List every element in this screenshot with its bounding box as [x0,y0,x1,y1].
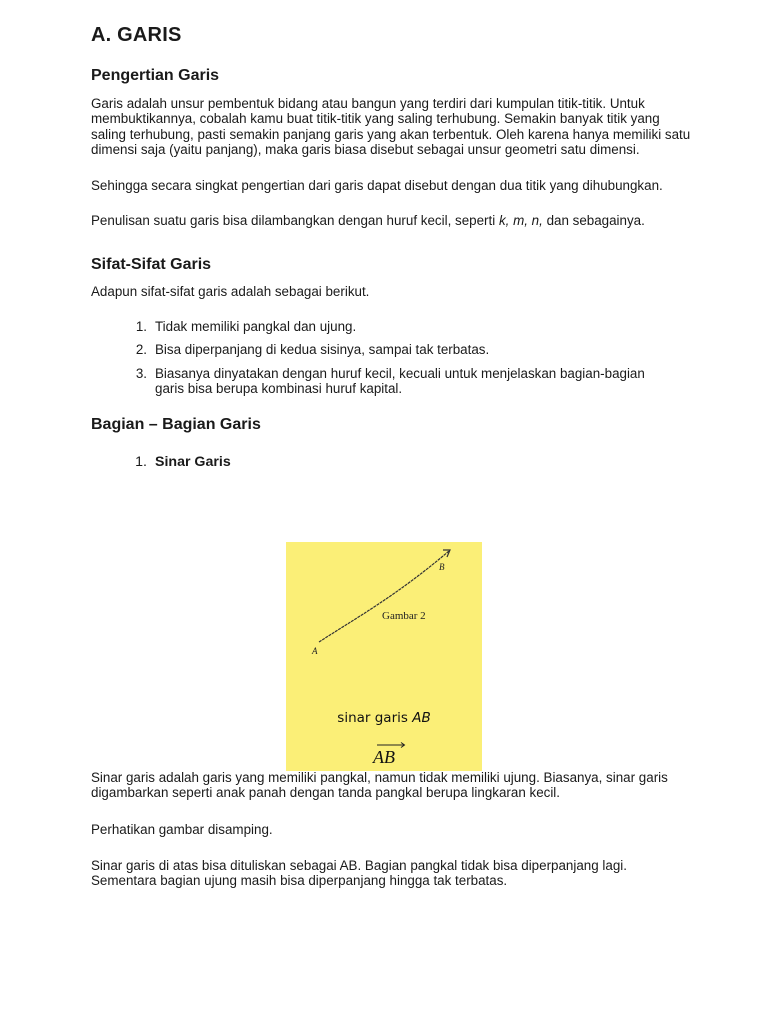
ray-diagram [286,542,482,771]
ray-line [319,551,449,642]
list-item [91,342,691,357]
pengertian-paragraph-2: Sehingga secara singkat pengertian dari garis dapat disebut dengan dua titik yang dihubungkan. [91,178,663,194]
figure-title [286,710,482,726]
list-item-text: Biasanya dinyatakan dengan huruf kecil, kecuali untuk menjelaskan bagian-bagian garis bisa berupa kombinasi huruf kapital. [155,365,645,396]
pengertian-paragraph-1: Garis adalah unsur pembentuk bidang atau bangun yang terdiri dari kumpulan titik-titik. Untuk membuktikannya, cobalah kamu buat titik-titik yang saling terhubung. Semakin banyak titik yang saling terhubung, pasti semakin panjang garis yang akan terbentuk. Oleh karena hanya memiliki satu dimensi saja (yaitu panjang), maka garis biasa disebut sebagai unsur geometri satu dimensi. [91,96,691,157]
list-item-number: 2. [135,342,147,358]
figure-title-italic: AB [412,710,431,726]
para3-italic-letters: k, m, n, [498,213,543,229]
list-item [91,366,691,397]
list-item-number: 3. [135,365,147,381]
sinar-garis-subheading [91,454,691,470]
sinar-garis-description [91,770,681,888]
sinar-paragraph-2: Perhatikan gambar disamping. [91,821,273,837]
para3-text-before: Penulisan suatu garis bisa dilambangkan dengan huruf kecil, seperti [91,213,499,229]
list-item-number: 1. [135,319,147,335]
list-item [91,319,691,334]
point-a-label: A [312,646,318,656]
list-item-text: Tidak memiliki pangkal dan ujung. [155,319,357,335]
list-item-text: Bisa diperpanjang di kedua sisinya, sampai tak terbatas. [155,342,490,358]
subheading-label: Sinar Garis [155,454,231,471]
sifat-intro: Adapun sifat-sifat garis adalah sebagai berikut. [91,283,370,299]
sifat-list [91,319,691,396]
ray-figure [286,542,482,771]
sinar-paragraph-3: Sinar garis di atas bisa dituliskan sebagai AB. Bagian pangkal tidak bisa diperpanjang lagi. Sementara bagian ujung masih bisa diperpanjang hingga tak terbatas. [91,857,627,889]
arrow-head-icon [443,550,450,557]
document-body [91,24,691,470]
subheading-number: 1. [135,454,147,471]
bagian-heading: Bagian – Bagian Garis [91,416,261,434]
figure-title-prefix: sinar garis [337,710,413,726]
point-b-label: B [439,562,445,572]
figure-caption: Gambar 2 [382,610,426,622]
sifat-heading: Sifat-Sifat Garis [91,255,212,273]
sinar-paragraph-1: Sinar garis adalah garis yang memiliki pangkal, namun tidak memiliki ujung. Biasanya, sinar garis digambarkan seperti anak panah dengan tanda pangkal berupa lingkaran kecil. [91,770,668,801]
para3-text-after: dan sebagainya. [542,213,645,229]
vector-notation: AB [373,747,395,767]
section-heading: A. GARIS [91,24,182,46]
pengertian-paragraph-3 [91,213,691,228]
pengertian-heading: Pengertian Garis [91,67,220,84]
